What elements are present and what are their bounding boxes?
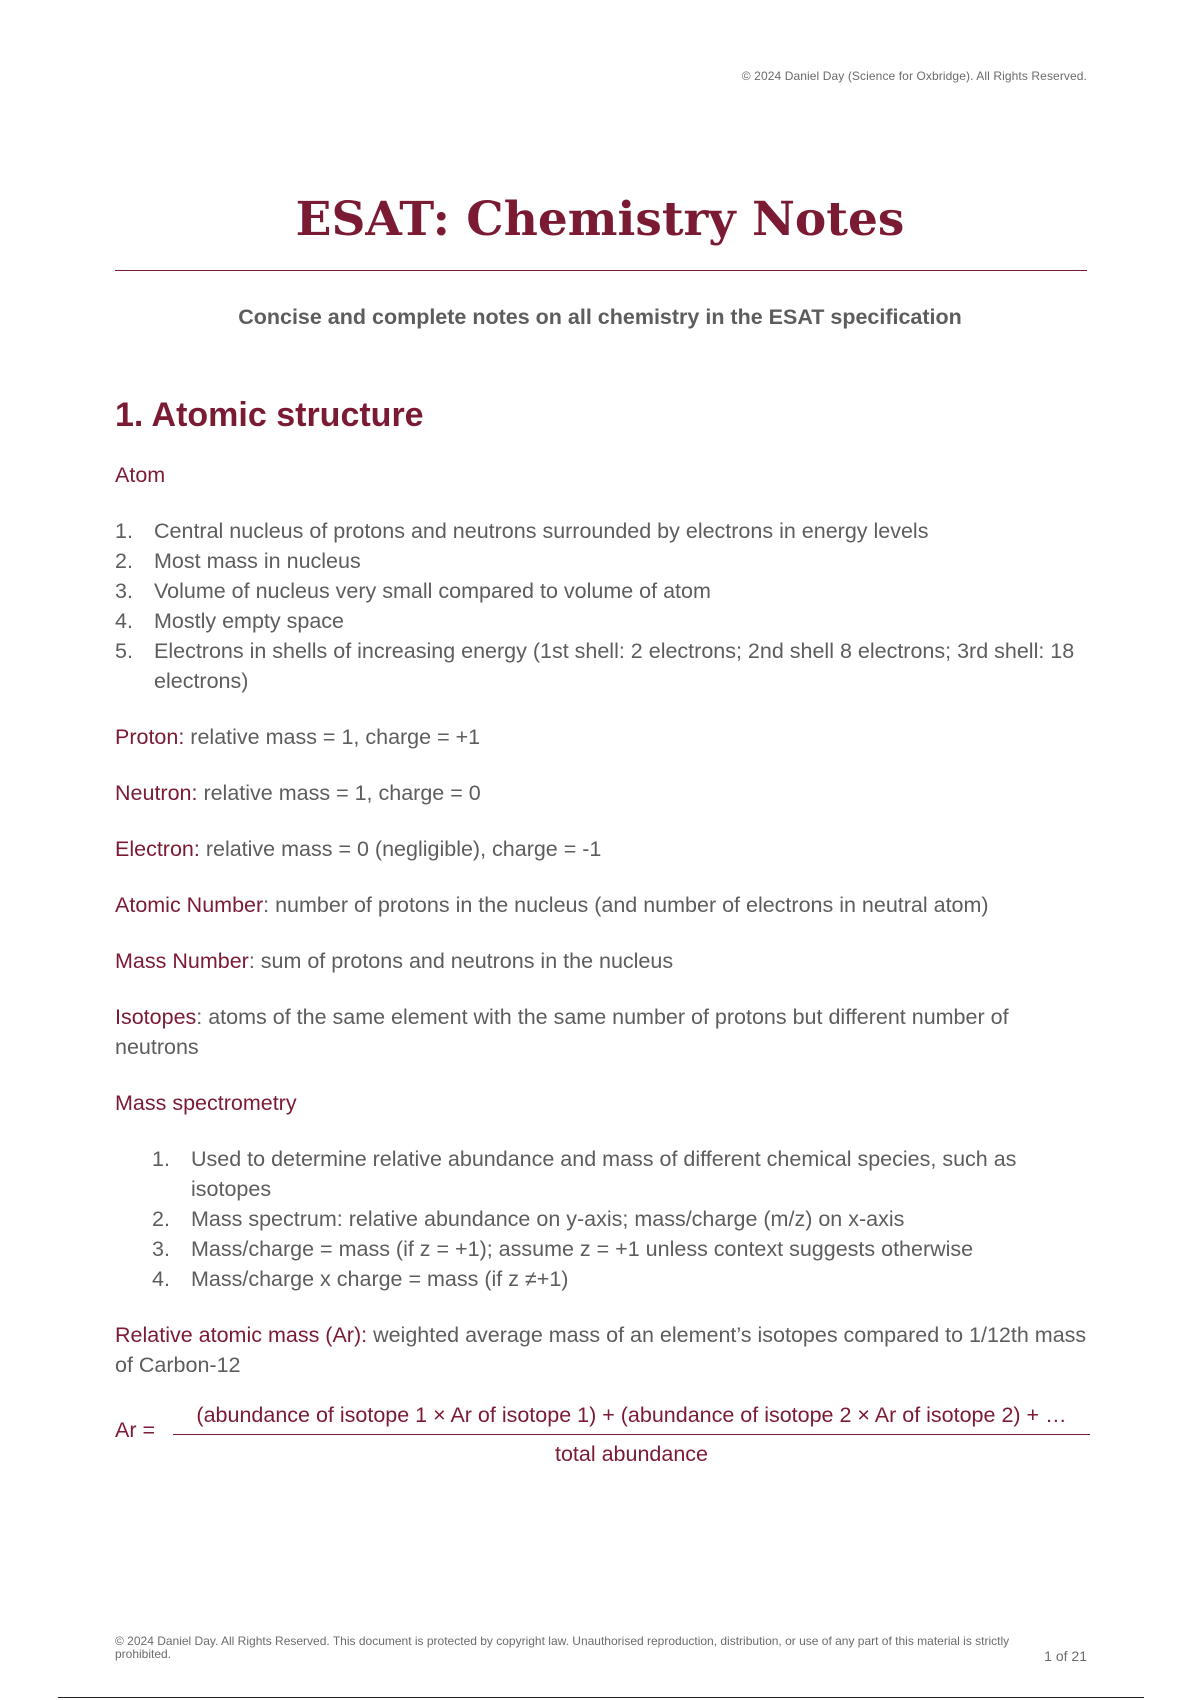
list-text: Most mass in nucleus — [154, 549, 361, 573]
list-item — [115, 1204, 1090, 1234]
footer-notice: © 2024 Daniel Day. All Rights Reserved. This document is protected by copyright law. Unauthorised reproduction, distribution, or use of any part of this material is strictly prohibited. — [115, 1634, 1010, 1661]
definition-term: Atomic Number — [115, 893, 264, 917]
definition-term: Electron: — [115, 837, 200, 861]
list-text: Mass/charge = mass (if z = +1); assume z = +1 unless context suggests otherwise — [191, 1237, 974, 1261]
document-title: ESAT: Chemistry Notes — [295, 192, 905, 247]
list-item — [115, 1264, 1090, 1294]
title-divider — [115, 270, 1087, 271]
list-item — [115, 576, 1090, 606]
list-number: 2. — [152, 1207, 170, 1231]
list-item — [115, 546, 1090, 576]
list-number: 1. — [152, 1147, 170, 1171]
list-item — [115, 1234, 1090, 1264]
definition-isotopes — [115, 1002, 1090, 1062]
definition-text: : atoms of the same element with the same number of protons but different number of neutrons — [115, 1005, 1009, 1059]
formula-denominator: total abundance — [554, 1442, 709, 1466]
formula-lhs: Ar = — [115, 1418, 156, 1442]
list-number: 4. — [152, 1267, 170, 1291]
atom-list — [115, 516, 1090, 696]
relative-atomic-mass-formula — [115, 1400, 1090, 1470]
list-text: Volume of nucleus very small compared to volume of atom — [154, 579, 711, 603]
list-item — [115, 516, 1090, 546]
document-subtitle: Concise and complete notes on all chemistry in the ESAT specification — [238, 305, 962, 329]
list-item — [115, 606, 1090, 636]
list-text: Electrons in shells of increasing energy (1st shell: 2 electrons; 2nd shell 8 electrons; 3rd shell: 18 electrons) — [154, 639, 1075, 693]
list-number: 4. — [115, 609, 133, 633]
formula-fraction — [173, 1400, 1090, 1469]
list-text: Used to determine relative abundance and mass of different chemical species, such as isotopes — [191, 1147, 1017, 1201]
definition-relative-atomic-mass — [115, 1320, 1090, 1380]
definition-text: weighted average mass of an element’s isotopes compared to 1/12th mass of Carbon-12 — [115, 1323, 1087, 1377]
definition-term: Neutron: — [115, 781, 198, 805]
mass-spectrometry-label: Mass spectrometry — [115, 1091, 297, 1115]
definition-term: Isotopes — [115, 1005, 197, 1029]
page-bottom-divider — [58, 1697, 1144, 1698]
mass-spectrometry-list — [115, 1144, 1090, 1294]
list-number: 2. — [115, 549, 133, 573]
fraction-bar — [173, 1434, 1090, 1435]
list-number: 5. — [115, 639, 133, 663]
definition-term: Proton: — [115, 725, 185, 749]
definition-text: relative mass = 1, charge = 0 — [197, 781, 481, 805]
section-heading: 1. Atomic structure — [115, 396, 424, 434]
atom-label: Atom — [115, 463, 166, 487]
definition-mass-number — [115, 946, 1090, 976]
definition-text: : number of protons in the nucleus (and number of electrons in neutral atom) — [263, 893, 989, 917]
definition-electron — [115, 834, 1090, 864]
list-number: 3. — [115, 579, 133, 603]
list-text: Mass/charge x charge = mass (if z ≠+1) — [191, 1267, 569, 1291]
list-text: Mostly empty space — [154, 609, 344, 633]
definition-neutron — [115, 778, 1090, 808]
header-copyright: © 2024 Daniel Day (Science for Oxbridge). All Rights Reserved. — [741, 69, 1087, 83]
definition-text: relative mass = 0 (negligible), charge = -1 — [199, 837, 602, 861]
definition-text: relative mass = 1, charge = +1 — [184, 725, 481, 749]
definition-atomic-number — [115, 890, 1090, 920]
definition-term: Relative atomic mass (Ar): — [115, 1323, 368, 1347]
list-number: 1. — [115, 519, 133, 543]
list-item — [115, 1144, 1090, 1204]
definition-text: : sum of protons and neutrons in the nucleus — [248, 949, 674, 973]
page-number: 1 of 21 — [1044, 1648, 1087, 1664]
formula-numerator: (abundance of isotope 1 × Ar of isotope 1) + (abundance of isotope 2 × Ar of isotope 2) + … — [196, 1403, 1067, 1427]
list-number: 3. — [152, 1237, 170, 1261]
list-text: Central nucleus of protons and neutrons surrounded by electrons in energy levels — [154, 519, 929, 543]
definition-term: Mass Number — [115, 949, 249, 973]
main-content — [115, 392, 1090, 1470]
list-item — [115, 636, 1090, 696]
list-text: Mass spectrum: relative abundance on y-axis; mass/charge (m/z) on x-axis — [191, 1207, 905, 1231]
definition-proton — [115, 722, 1090, 752]
